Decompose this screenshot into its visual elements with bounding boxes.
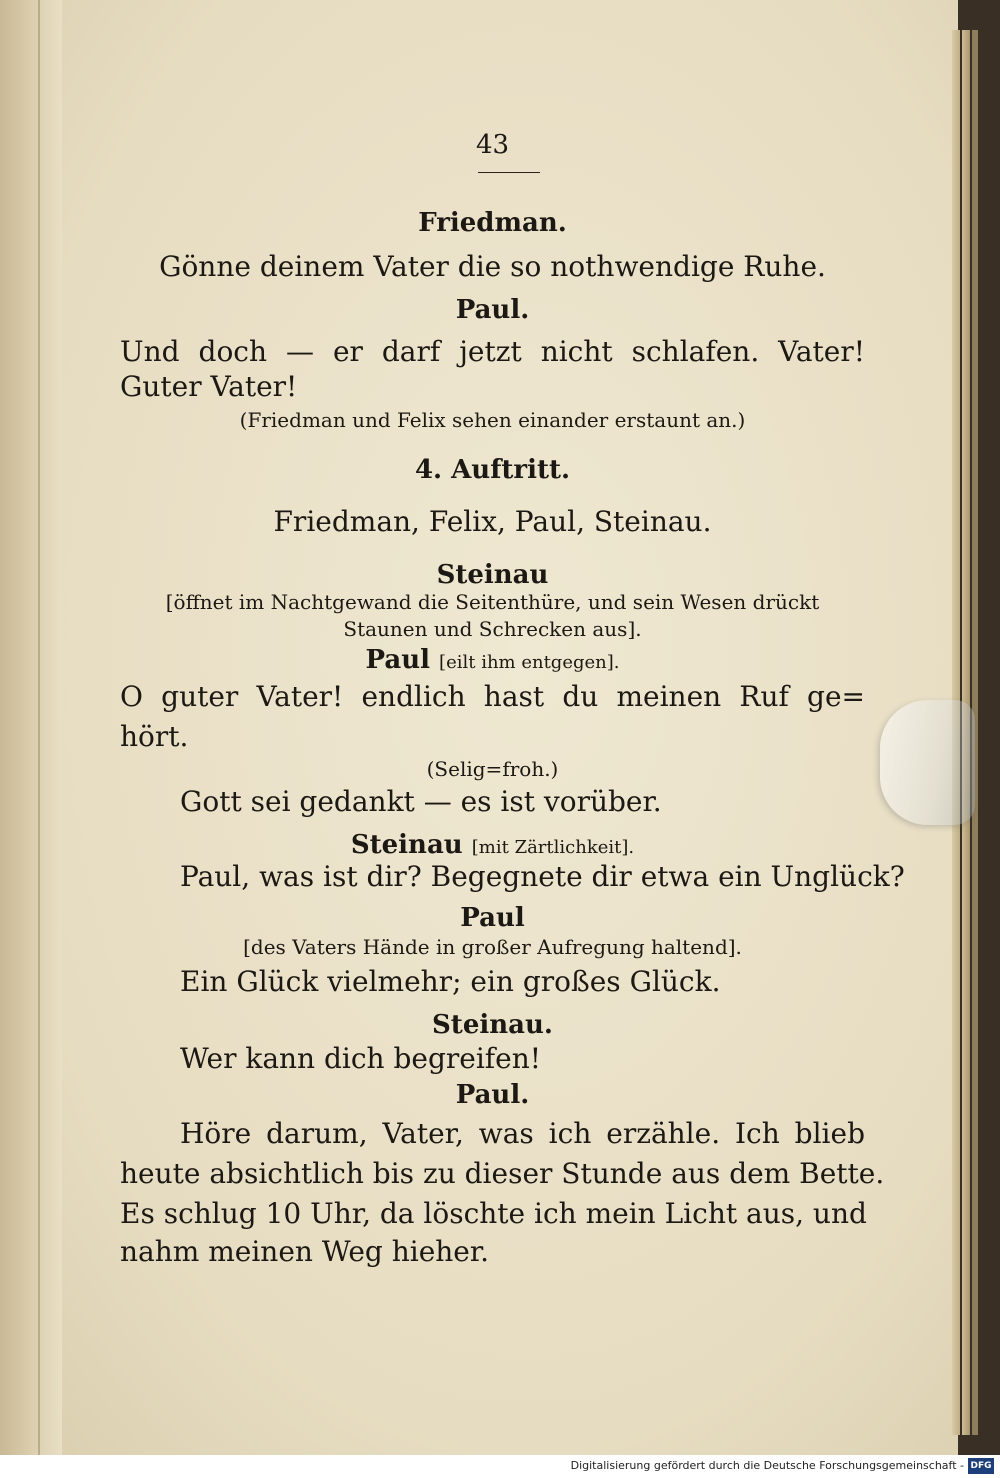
speaker-paul: Paul. [455, 295, 530, 325]
speech-line: Gott sei gedankt — es ist vorüber. [180, 785, 662, 818]
speaker-name: Paul [365, 645, 430, 675]
speaker-name: Steinau [350, 830, 463, 860]
page-clip [880, 700, 975, 825]
speaker-paul: Paul. [455, 1080, 530, 1110]
page-gutter [0, 0, 62, 1455]
speech-line: nahm meinen Weg hieher. [120, 1235, 490, 1268]
speech-line: heute absichtlich bis zu dieser Stunde aus dem Bette. [120, 1157, 885, 1190]
speech-line: Wer kann dich begreifen! [180, 1042, 542, 1075]
stage-direction: (Selig=froh.) [426, 757, 559, 781]
speech-line: Höre darum, Vater, was ich erzähle. Ich blieb [180, 1117, 865, 1150]
stage-direction: (Friedman und Felix sehen einander erstaunt an.) [239, 408, 746, 432]
speech-line: O guter Vater! endlich hast du meinen Ruf ge= [120, 680, 865, 713]
gutter-fold [38, 0, 40, 1455]
stage-direction: [mit Zärtlichkeit]. [471, 837, 635, 858]
speech-line: hört. [120, 720, 189, 753]
page-number: 43 [475, 130, 510, 160]
stage-direction: [des Vaters Hände in großer Aufregung haltend]. [243, 935, 742, 959]
speech-line: Und doch — er darf jetzt nicht schlafen. Vater! [120, 335, 865, 368]
cast-list: Friedman, Felix, Paul, Steinau. [273, 505, 712, 538]
speaker-friedman: Friedman. [418, 208, 567, 238]
footer-credit: Digitalisierung gefördert durch die Deutsche Forschungsgemeinschaft - [570, 1459, 964, 1472]
footer-bar [0, 1455, 1000, 1478]
speech-line: Es schlug 10 Uhr, da löschte ich mein Licht aus, und [120, 1197, 867, 1230]
speaker-paul: Paul [460, 903, 525, 933]
stage-direction: [eilt ihm entgegen]. [439, 652, 620, 673]
speaker-steinau: Steinau [436, 560, 549, 590]
speaker-steinau [120, 830, 865, 860]
speech-line: Gönne deinem Vater die so nothwendige Ruhe. [159, 250, 826, 283]
speech-line: Ein Glück vielmehr; ein großes Glück. [180, 965, 721, 998]
speech-line: Paul, was ist dir? Begegnete dir etwa ein Unglück? [180, 860, 905, 893]
scene-heading: 4. Auftritt. [414, 455, 571, 485]
speaker-steinau: Steinau. [432, 1010, 553, 1040]
speech-line: Guter Vater! [120, 370, 298, 403]
speaker-paul [120, 645, 865, 675]
header-rule [478, 172, 540, 173]
dfg-logo: DFG [968, 1458, 994, 1474]
stage-direction: [öffnet im Nachtgewand die Seitenthüre, und sein Wesen drückt [165, 590, 820, 614]
stage-direction: Staunen und Schrecken aus]. [343, 617, 642, 641]
